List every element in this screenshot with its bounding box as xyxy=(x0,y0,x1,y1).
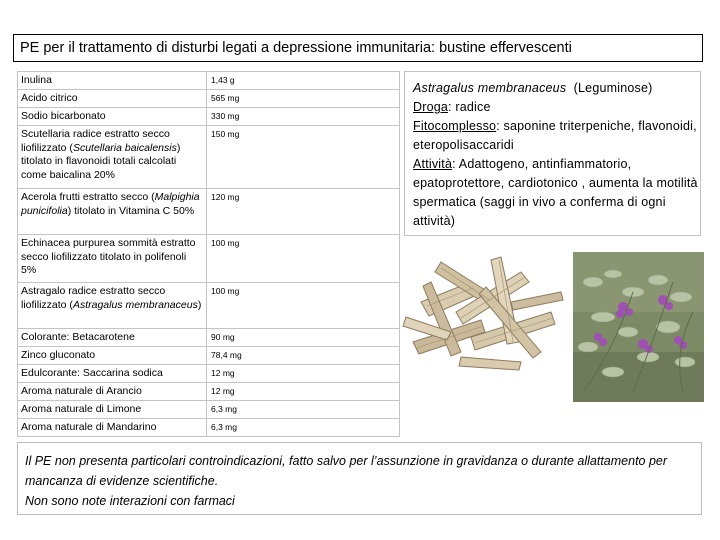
ingredient-amount: 100 mg xyxy=(207,283,400,329)
table-row xyxy=(18,347,400,365)
ingredient-amount: 6,3 mg xyxy=(207,401,400,419)
table-row xyxy=(18,235,400,283)
ingredients-table xyxy=(17,71,400,437)
fitocomplesso-line xyxy=(413,117,700,155)
ingredient-amount: 78,4 mg xyxy=(207,347,400,365)
attivita-line xyxy=(413,155,700,231)
ingredient-name xyxy=(18,126,207,189)
ingredient-name-text: Astragalo radice estratto secco liofilizzato ( xyxy=(21,285,166,311)
ingredient-amount: 150 mg xyxy=(207,126,400,189)
ingredient-name xyxy=(18,189,207,235)
drug-info-box xyxy=(404,71,701,236)
title-box xyxy=(13,34,703,62)
droga-label: Droga xyxy=(413,100,449,114)
ingredient-name xyxy=(18,283,207,329)
note-line-1: Il PE non presenta particolari controindicazioni, fatto salvo per l’assunzione in gravidanza o durante allattamento per mancanza di evidenze scientifiche. xyxy=(25,454,668,488)
droga-value: : radice xyxy=(448,100,491,114)
ingredient-name: Colorante: Betacarotene xyxy=(18,329,207,347)
ingredient-name-text: ) xyxy=(197,298,202,311)
ingredient-name-text: ) titolato in flavonoidi totali calcolati come baicalina 20% xyxy=(21,141,181,181)
ingredient-name: Acido citrico xyxy=(18,90,207,108)
fitocomplesso-label: Fitocomplesso xyxy=(413,119,497,133)
table-row xyxy=(18,72,400,90)
ingredient-name: Edulcorante: Saccarina sodica xyxy=(18,365,207,383)
ingredient-name: Sodio bicarbonato xyxy=(18,108,207,126)
note-line-2: Non sono note interazioni con farmaci xyxy=(25,494,235,508)
table-row xyxy=(18,108,400,126)
ingredient-amount: 12 mg xyxy=(207,383,400,401)
ingredient-name-text: Scutellaria radice estratto secco liofilizzato ( xyxy=(21,128,170,154)
table-row xyxy=(18,189,400,235)
table-row xyxy=(18,329,400,347)
attivita-label: Attività xyxy=(413,157,453,171)
ingredient-name-text: ) titolato in Vitamina C 50% xyxy=(67,204,195,217)
table-row xyxy=(18,283,400,329)
scientific-name: Malpighia punicifolia xyxy=(21,191,200,217)
ingredient-name: Aroma naturale di Mandarino xyxy=(18,419,207,437)
table-row xyxy=(18,419,400,437)
table-row xyxy=(18,401,400,419)
note-box xyxy=(17,442,702,515)
table-row xyxy=(18,126,400,189)
ingredient-amount: 1,43 g xyxy=(207,72,400,90)
ingredient-name: Aroma naturale di Arancio xyxy=(18,383,207,401)
dried-root-image xyxy=(401,242,567,376)
table-row xyxy=(18,90,400,108)
table-row xyxy=(18,383,400,401)
ingredient-name: Aroma naturale di Limone xyxy=(18,401,207,419)
ingredient-name: Zinco gluconato xyxy=(18,347,207,365)
ingredient-name: Inulina xyxy=(18,72,207,90)
scientific-name: Astragalus membranaceus xyxy=(72,298,198,311)
species-line xyxy=(413,79,700,98)
ingredient-amount: 90 mg xyxy=(207,329,400,347)
droga-line xyxy=(413,98,700,117)
attivita-value: : Adattogeno, antinfiammatorio, epatoprotettore, cardiotonico , aumenta la motilità spermatica (saggi in vivo a conferma di ogni attività) xyxy=(413,157,698,228)
ingredient-amount: 120 mg xyxy=(207,189,400,235)
ingredient-amount: 6,3 mg xyxy=(207,419,400,437)
ingredient-name-text: Acerola frutti estratto secco ( xyxy=(21,191,155,203)
ingredient-amount: 330 mg xyxy=(207,108,400,126)
fitocomplesso-value: : saponine triterpeniche, flavonoidi, eteropolisaccaridi xyxy=(413,119,697,152)
family-name: (Leguminose) xyxy=(573,81,653,95)
table-row xyxy=(18,365,400,383)
ingredient-amount: 12 mg xyxy=(207,365,400,383)
ingredient-amount: 565 mg xyxy=(207,90,400,108)
ingredient-amount: 100 mg xyxy=(207,235,400,283)
plant-image xyxy=(573,252,704,402)
species-name: Astragalus membranaceus xyxy=(413,81,567,95)
page-title: PE per il trattamento di disturbi legati a depressione immunitaria: bustine effervescenti xyxy=(20,40,572,56)
ingredient-name: Echinacea purpurea sommità estratto secco liofilizzato titolato in polifenoli 5% xyxy=(18,235,207,283)
scientific-name: Scutellaria baicalensis xyxy=(72,141,177,154)
